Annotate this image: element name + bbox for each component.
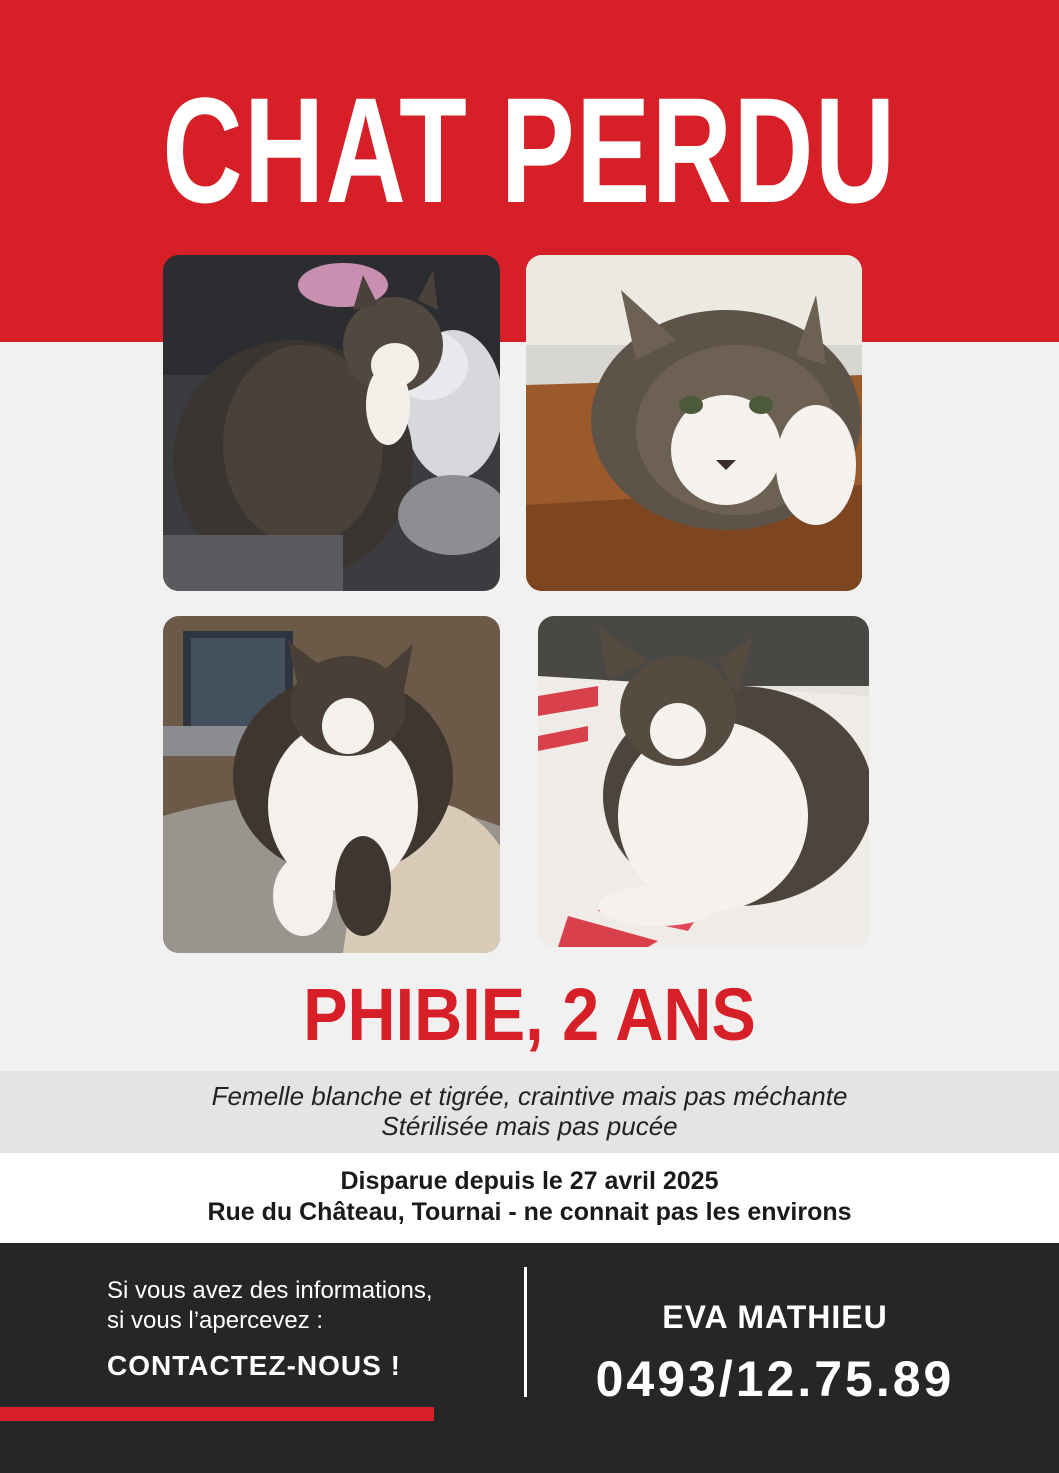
cat-photo-4 xyxy=(538,616,869,947)
info-prompt-line-2: si vous l’apercevez : xyxy=(107,1307,324,1334)
contact-us-heading: CONTACTEZ-NOUS ! xyxy=(107,1350,401,1381)
footer-divider xyxy=(524,1267,527,1397)
description-line-2: Stérilisée mais pas pucée xyxy=(381,1111,678,1141)
cat-photo-3 xyxy=(163,616,500,953)
last-location: Rue du Château, Tournai - ne connait pas les environs xyxy=(207,1198,852,1226)
poster-title: CHAT PERDU xyxy=(162,66,897,234)
contact-phone[interactable]: 0493/12.75.89 xyxy=(595,1351,955,1407)
cat-photo-1 xyxy=(163,255,500,591)
cat-name-age: PHIBIE, 2 ANS xyxy=(303,973,756,1056)
accent-bar xyxy=(0,1407,434,1421)
cat-photo-2 xyxy=(526,255,862,591)
info-prompt-line-1: Si vous avez des informations, xyxy=(107,1277,433,1304)
missing-since: Disparue depuis le 27 avril 2025 xyxy=(340,1167,719,1195)
description-line-1: Femelle blanche et tigrée, craintive mais pas méchante xyxy=(211,1081,848,1111)
contact-name: EVA MATHIEU xyxy=(662,1299,888,1335)
